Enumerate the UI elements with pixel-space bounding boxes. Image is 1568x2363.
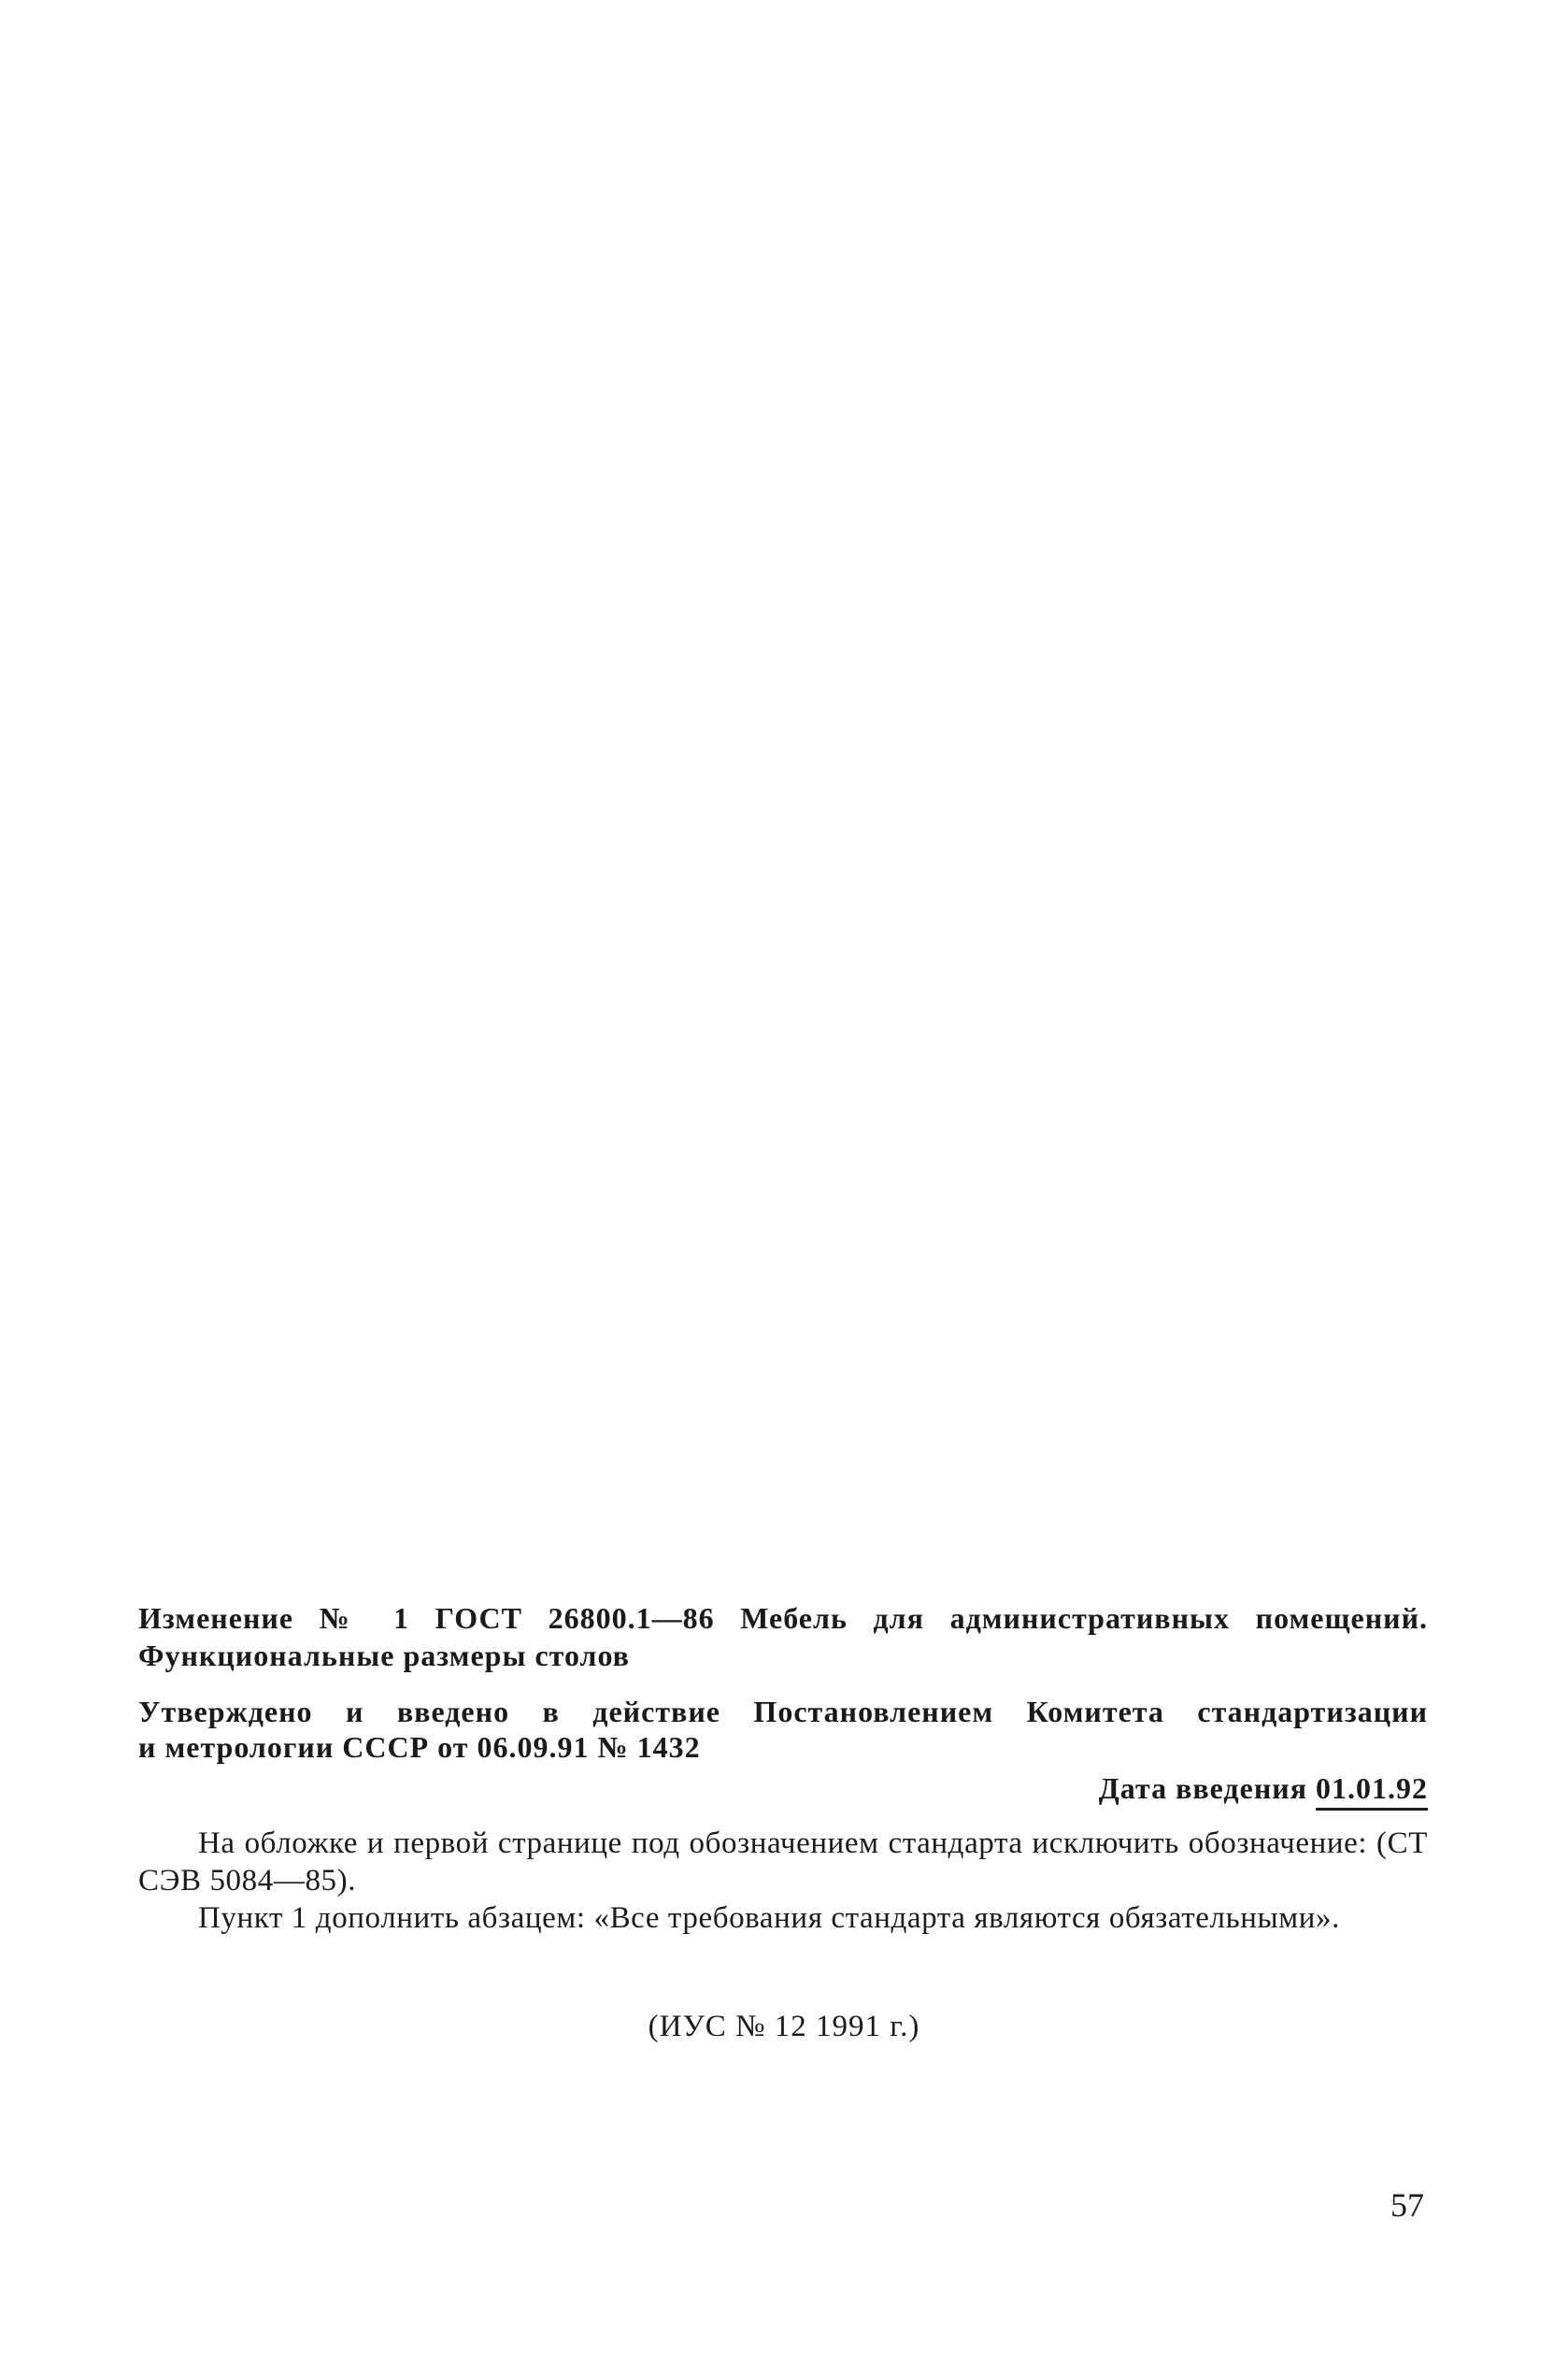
amendment-subtitle: Функциональные размеры столов <box>138 1639 630 1672</box>
amendment-header <box>138 1600 1428 1811</box>
approval-statement <box>138 1694 1428 1765</box>
intro-date-label: Дата введения <box>1098 1771 1307 1805</box>
intro-date <box>138 1770 1428 1811</box>
body-paragraph-2: Пункт 1 дополнить абзацем: «Все требования стандарта являются обязательными». <box>198 1901 1341 1935</box>
approval-line-2: и метрологии СССР от 06.09.91 № 1432 <box>138 1730 701 1764</box>
page-number: 57 <box>1390 2186 1424 2224</box>
body-paragraph-1: На обложке и первой странице под обозначением стандарта исключить обозначение: (СТ СЭВ 5084—85). <box>138 1826 1428 1898</box>
amendment-title: Изменение № 1 ГОСТ 26800.1—86 Мебель для административных помещений. <box>138 1601 1428 1635</box>
amendment-body <box>138 1825 1428 1937</box>
intro-date-value: 01.01.92 <box>1316 1770 1428 1811</box>
source-reference: (ИУС № 12 1991 г.) <box>648 2010 920 2043</box>
approval-line-1: Утверждено и введено в действие Постановлением Комитета стандартизации <box>138 1695 1428 1728</box>
